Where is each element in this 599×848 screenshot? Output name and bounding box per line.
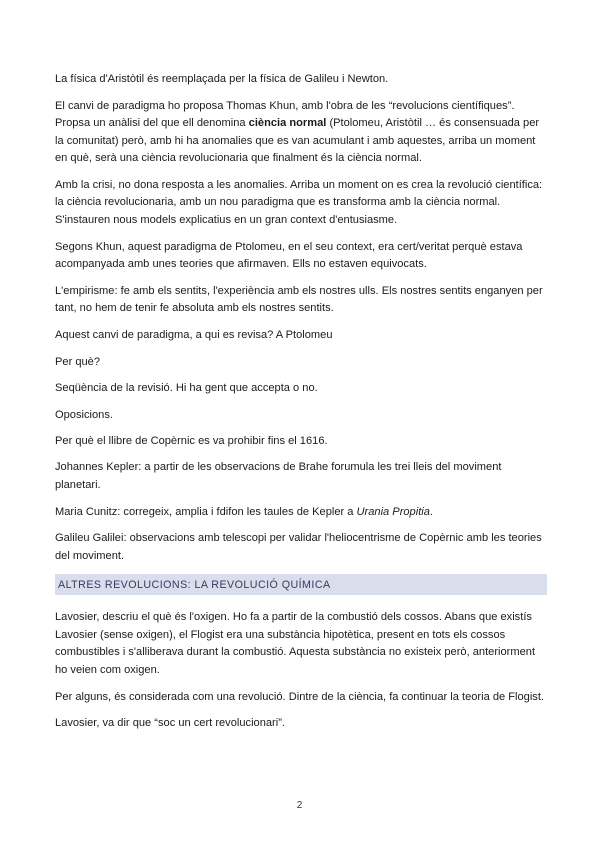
book-title-urania-propitia: Urania Propitia	[356, 505, 430, 518]
paragraph-paradigm-shift-text-2: (Ptolomeu, Aristòtil … és consensuada per la comunitat) però, amb hi ha anomalies que es van acumulant i amb aquestes, arriba un moment en què, serà una ciència revolucionaria que finalment és la ciència normal.	[55, 117, 540, 165]
page-content	[55, 71, 547, 742]
paragraph-galileo: Galileu Galilei: observacions amb telescopi per validar l'heliocentrisme de Copèrnic amb les teories del moviment.	[55, 532, 542, 562]
paragraph-copernicus-ban: Per què el llibre de Copèrnic es va prohibir fins el 1616.	[55, 435, 328, 447]
term-normal-science: ciència normal	[248, 117, 327, 130]
paragraph-khun-ptolemy: Segons Khun, aquest paradigma de Ptolomeu, en el seu context, era cert/veritat perquè estava acompanyada amb unes teories que afirmaven. Ells no estaven equivocats.	[55, 240, 523, 271]
section-heading-chemical-revolution: ALTRES REVOLUCIONS: LA REVOLUCIÓ QUÍMICA	[55, 574, 547, 595]
paragraph-revision-question: Aquest canvi de paradigma, a qui es revisa? A Ptolomeu	[55, 329, 333, 342]
paragraph-revision-sequence: Seqüència de la revisió. Hi ha gent que accepta o no.	[55, 382, 318, 395]
paragraph-cunitz-text-1: Maria Cunitz: corregeix, amplia i fdifon les taules de Kepler a	[55, 505, 357, 518]
paragraph-lavoisier-revolution: Per alguns, és considerada com una revolució. Dintre de la ciència, fa continuar la teoria de Flogist.	[55, 690, 545, 703]
paragraph-lavoisier-oxygen: Lavosier, descriu el què és l'oxigen. Ho fa a partir de la combustió dels cossos. Abans que existís Lavosier (sense oxigen), el Flogist era una substància hipotètica, present en tots els cossos combustibles i s'alliberava durant la combustió. Aquesta substància no existeix però, anteriorment ho veien com oxigen.	[55, 611, 536, 676]
paragraph-aristotle-physics: La física d'Aristòtil és reemplaçada per la física de Galileu i Newton.	[55, 73, 389, 85]
paragraph-empiricism: L'empirisme: fe amb els sentits, l'experiència amb els nostres ulls. Els nostres sentits enganyen per tant, no hem de tenir fe absoluta amb els nostres sentits.	[55, 285, 543, 315]
paragraph-kepler: Johannes Kepler: a partir de les observacions de Brahe forumula les trei lleis del moviment planetari.	[55, 461, 502, 491]
paragraph-paradigm-shift-text-1: El canvi de paradigma ho proposa Thomas Khun, amb l'obra de les “revolucions científiques”. Propsa un anàlisi del que ell denomina	[55, 99, 515, 130]
page-number: 2	[296, 800, 303, 811]
paragraph-crisis: Amb la crisi, no dona resposta a les anomalies. Arriba un moment on es crea la revolució científica: la ciència revolucionaria, amb un nou paradigma que es transforma amb la ciència normal. S'instauren nous models explicatius en un gran context d'entusiasme.	[55, 179, 543, 226]
paragraph-lavoisier-quote: Lavosier, va dir que “soc un cert revolucionari”.	[55, 717, 285, 730]
paragraph-cunitz	[55, 504, 547, 521]
paragraph-paradigm-shift	[55, 98, 547, 168]
paragraph-cunitz-text-2: .	[429, 505, 434, 518]
paragraph-why: Per què?	[55, 355, 101, 368]
paragraph-oppositions: Oposicions.	[55, 408, 113, 421]
